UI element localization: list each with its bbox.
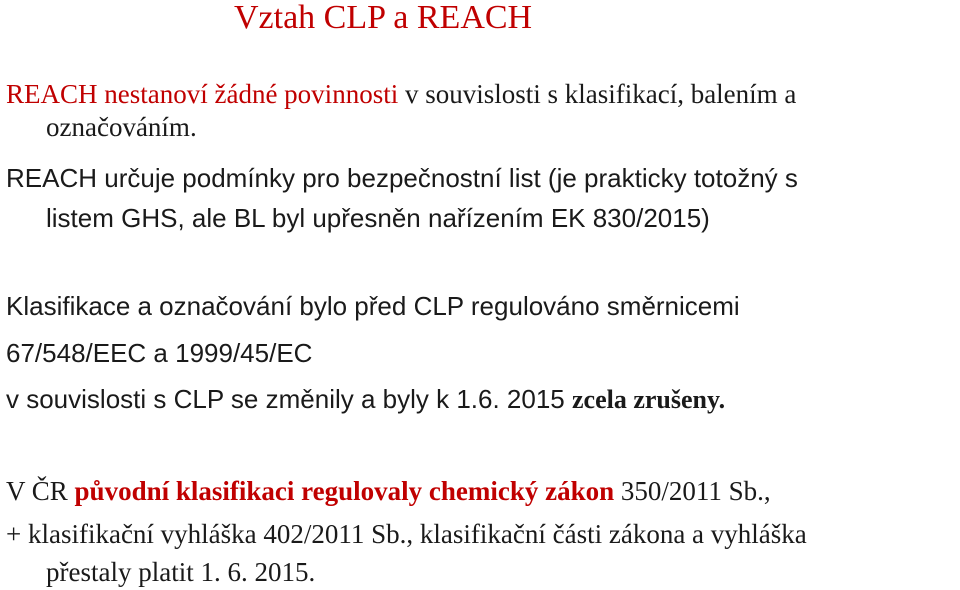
p4-line1 — [6, 476, 771, 506]
p4-end: 350/2011 Sb., — [614, 476, 771, 506]
p3-line3 — [6, 384, 725, 415]
p1-red-text: REACH nestanoví žádné povinnosti — [6, 79, 399, 109]
p3-line1: Klasifikace a označování bylo před CLP regulováno směrnicemi — [6, 291, 740, 321]
p1-line1 — [6, 79, 796, 109]
p4-start: V ČR — [6, 476, 75, 506]
p4-red-bold: původní klasifikaci regulovaly chemický zákon — [74, 476, 615, 506]
p3-line2: 67/548/EEC a 1999/45/EC — [6, 338, 313, 368]
p3-line3-bold: zcela zrušeny — [572, 385, 719, 414]
p2-line1: REACH určuje podmínky pro bezpečnostní list (je prakticky totožný s — [6, 163, 798, 193]
p4-line2: + klasifikační vyhláška 402/2011 Sb., klasifikační části zákona a vyhláška — [6, 519, 807, 549]
p3-line3-end: . — [718, 385, 726, 414]
p4-line3: přestaly platit 1. 6. 2015. — [46, 557, 316, 587]
p1-line2: označováním. — [46, 112, 197, 142]
slide-title: Vztah CLP a REACH — [234, 0, 533, 36]
p3-line3-plain: v souvislosti s CLP se změnily a byly k 1.6. 2015 — [6, 384, 572, 414]
p1-rest-text: v souvislosti s klasifikací, balením a — [398, 79, 797, 109]
p2-line2: listem GHS, ale BL byl upřesněn nařízením EK 830/2015) — [46, 203, 710, 233]
